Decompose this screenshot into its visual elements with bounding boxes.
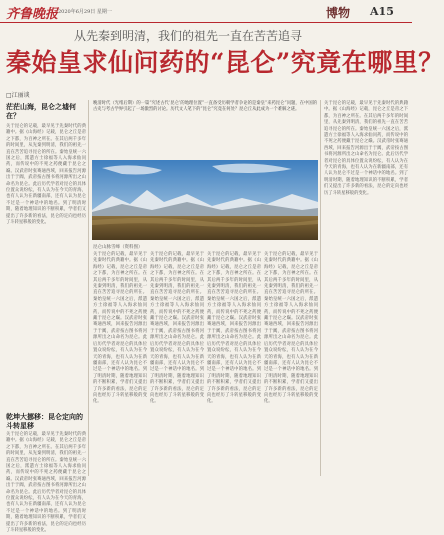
- column-divider: [88, 100, 89, 476]
- body-column: 关于昆仑的记载，最早见于先秦时代的典籍中。据《山海经》记载，昆仑之丘是帝之下都，为百神之所在。在其后两千多年的时间里，从先秦到明清，我们的祖先一直在苦苦追寻昆仑的所在。秦始皇统一六国之后，派遣方士徐福等人入海求仙问药，而传说中的不死之药便藏于昆仑之巅。汉武帝时张骞通西域，回来报告河源出于于阗，武帝按古图书将河源所出之山命名为昆仑。此后历代学者对昆仑的具体位置众说纷纭，有人认为在今天的青海，也有人认为在新疆南部，还有人认为昆仑不过是一个神话中的地名。到了明清时期，随着地理知识的不断积累，学者们又提出了许多新的看法，昆仑的定向也经历了斗转星移般的变化。: [150, 252, 204, 405]
- lede-paragraph: 晚清时代（光绪后期）的一篇“究述古代‘昆仑’的地理位置”一直备受历朝学者争论的是秦皇“来药昆仑”问题，在中国的古史与考古学界引起了一场激烈的讨论。历代文人笔下的“昆仑”究竟在何处？昆仑丘从此成为一个难解之谜。: [93, 101, 317, 113]
- body-column: 关于昆仑的记载，最早见于先秦时代的典籍中。据《山海经》记载，昆仑之丘是帝之下都，为百神之所在。在其后两千多年的时间里，从先秦到明清，我们的祖先一直在苦苦追寻昆仑的所在。秦始皇统一六国之后，派遣方士徐福等人入海求仙问药，而传说中的不死之药便藏于昆仑之巅。汉武帝时张骞通西域，回来报告河源出于于阗，武帝按古图书将河源所出之山命名为昆仑。此后历代学者对昆仑的具体位置众说纷纭，有人认为在今天的青海，也有人认为在新疆南部，还有人认为昆仑不过是一个神话中的地名。到了明清时期，随着地理知识的不断积累，学者们又提出了许多新的看法，昆仑的定向也经历了斗转星移般的变化。: [6, 124, 86, 226]
- article-headline: 秦始皇求仙问药的“昆仑”究竟在哪里？: [6, 48, 444, 77]
- body-column: 关于昆仑的记载，最早见于先秦时代的典籍中。据《山海经》记载，昆仑之丘是帝之下都，为百神之所在。在其后两千多年的时间里，从先秦到明清，我们的祖先一直在苦苦追寻昆仑的所在。秦始皇统一六国之后，派遣方士徐福等人入海求仙问药，而传说中的不死之药便藏于昆仑之巅。汉武帝时张骞通西域，回来报告河源出于于阗，武帝按古图书将河源所出之山命名为昆仑。此后历代学者对昆仑的具体位置众说纷纭，有人认为在今天的青海，也有人认为在新疆南部，还有人认为昆仑不过是一个神话中的地名。到了明清时期，随着地理知识的不断积累，学者们又提出了许多新的看法，昆仑的定向也经历了斗转星移般的变化。: [207, 252, 261, 405]
- masthead-logo: 齐鲁晚报: [6, 7, 59, 22]
- body-column: 关于昆仑的记载，最早见于先秦时代的典籍中。据《山海经》记载，昆仑之丘是帝之下都，为百神之所在。在其后两千多年的时间里，从先秦到明清，我们的祖先一直在苦苦追寻昆仑的所在。秦始皇统一六国之后，派遣方士徐福等人入海求仙问药，而传说中的不死之药便藏于昆仑之巅。汉武帝时张骞通西域，回来报告河源出于于阗，武帝按古图书将河源所出之山命名为昆仑。此后历代学者对昆仑的具体位置众说纷纭，有人认为在今天的青海，也有人认为在新疆南部，还有人认为昆仑不过是一个神话中的地名。到了明清时期，随着地理知识的不断积累，学者们又提出了许多新的看法，昆仑的定向也经历了斗转星移般的变化。: [264, 252, 318, 405]
- subheading: 乾坤大挪移：昆仑定向的斗转星移: [6, 412, 83, 430]
- body-column: 关于昆仑的记载，最早见于先秦时代的典籍中。据《山海经》记载，昆仑之丘是帝之下都，为百神之所在。在其后两千多年的时间里，从先秦到明清，我们的祖先一直在苦苦追寻昆仑的所在。秦始皇统一六国之后，派遣方士徐福等人入海求仙问药，而传说中的不死之药便藏于昆仑之巅。汉武帝时张骞通西域，回来报告河源出于于阗，武帝按古图书将河源所出之山命名为昆仑。此后历代学者对昆仑的具体位置众说纷纭，有人认为在今天的青海，也有人认为在新疆南部，还有人认为昆仑不过是一个神话中的地名。到了明清时期，随着地理知识的不断积累，学者们又提出了许多新的看法，昆仑的定向也经历了斗转星移般的变化。: [324, 101, 408, 196]
- section-title: 博物: [326, 6, 351, 20]
- byline: □江丽谈: [6, 92, 30, 99]
- mountain-photo: [92, 160, 318, 240]
- column-divider: [320, 100, 321, 476]
- dateline: 2020年6月29日 星期一: [58, 9, 112, 15]
- article-deck: 从先秦到明清，我们的祖先一直在苦苦追寻: [74, 29, 303, 43]
- body-column: 关于昆仑的记载，最早见于先秦时代的典籍中。据《山海经》记载，昆仑之丘是帝之下都，为百神之所在。在其后两千多年的时间里，从先秦到明清，我们的祖先一直在苦苦追寻昆仑的所在。秦始皇统一六国之后，派遣方士徐福等人入海求仙问药，而传说中的不死之药便藏于昆仑之巅。汉武帝时张骞通西域，回来报告河源出于于阗，武帝按古图书将河源所出之山命名为昆仑。此后历代学者对昆仑的具体位置众说纷纭，有人认为在今天的青海，也有人认为在新疆南部，还有人认为昆仑不过是一个神话中的地名。到了明清时期，随着地理知识的不断积累，学者们又提出了许多新的看法，昆仑的定向也经历了斗转星移般的变化。: [93, 252, 147, 405]
- photo-caption: 昆仑山脉雪峰（资料图）: [93, 245, 143, 250]
- body-column: 关于昆仑的记载，最早见于先秦时代的典籍中。据《山海经》记载，昆仑之丘是帝之下都，为百神之所在。在其后两千多年的时间里，从先秦到明清，我们的祖先一直在苦苦追寻昆仑的所在。秦始皇统一六国之后，派遣方士徐福等人入海求仙问药，而传说中的不死之药便藏于昆仑之巅。汉武帝时张骞通西域，回来报告河源出于于阗，武帝按古图书将河源所出之山命名为昆仑。此后历代学者对昆仑的具体位置众说纷纭，有人认为在今天的青海，也有人认为在新疆南部，还有人认为昆仑不过是一个神话中的地名。到了明清时期，随着地理知识的不断积累，学者们又提出了许多新的看法，昆仑的定向也经历了斗转星移般的变化。: [6, 432, 86, 534]
- page-number: A15: [370, 5, 394, 18]
- subheading: 茫茫山海，昆仑之墟何在？: [6, 102, 76, 120]
- page-header: [0, 0, 412, 23]
